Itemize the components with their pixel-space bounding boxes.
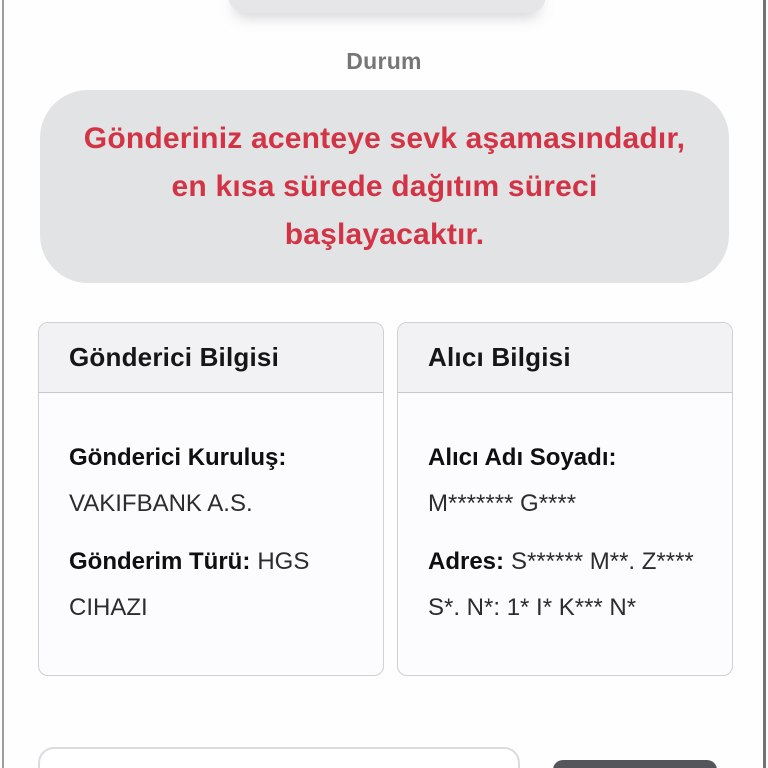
recipient-card-title: Alıcı Bilgisi <box>428 342 571 372</box>
shipment-type-field <box>69 539 353 631</box>
recipient-name-field <box>428 435 702 527</box>
recipient-name-label: Alıcı Adı Soyadı: <box>428 444 617 471</box>
info-cards-row <box>38 322 733 676</box>
sender-organization-field <box>69 435 353 527</box>
sender-card-header <box>39 323 383 393</box>
sender-organization-value: VAKIFBANK A.S. <box>69 490 253 517</box>
sender-card-title: Gönderici Bilgisi <box>69 342 279 372</box>
recipient-address-value: S****** M**. Z**** S*. N*: 1* I* K*** N* <box>428 548 694 621</box>
top-pill-partial-button[interactable] <box>228 0 546 13</box>
shipment-type-label: Gönderim Türü: <box>69 548 251 575</box>
status-message-line: Gönderiniz acenteye sevk aşamasındadır, <box>83 121 686 155</box>
status-section-heading: Durum <box>346 48 422 74</box>
recipient-card-body <box>398 393 732 631</box>
recipient-address-field <box>428 539 702 631</box>
shipment-type-value: HGS CIHAZI <box>69 548 310 621</box>
frame-edge-left <box>2 0 4 768</box>
bottom-partial-button[interactable] <box>553 760 717 768</box>
sender-info-card <box>38 322 384 676</box>
recipient-name-value: M******* G**** <box>428 490 577 517</box>
bottom-partial-input[interactable] <box>38 747 520 768</box>
sender-card-body <box>39 393 383 631</box>
recipient-info-card <box>397 322 733 676</box>
status-message-banner <box>40 90 729 283</box>
recipient-address-label: Adres: <box>428 548 505 575</box>
sender-organization-label: Gönderici Kuruluş: <box>69 444 287 471</box>
status-message-line: başlayacaktır. <box>284 217 485 251</box>
frame-edge-right <box>763 0 766 768</box>
recipient-card-header <box>398 323 732 393</box>
status-message-line: en kısa sürede dağıtım süreci <box>171 169 598 203</box>
